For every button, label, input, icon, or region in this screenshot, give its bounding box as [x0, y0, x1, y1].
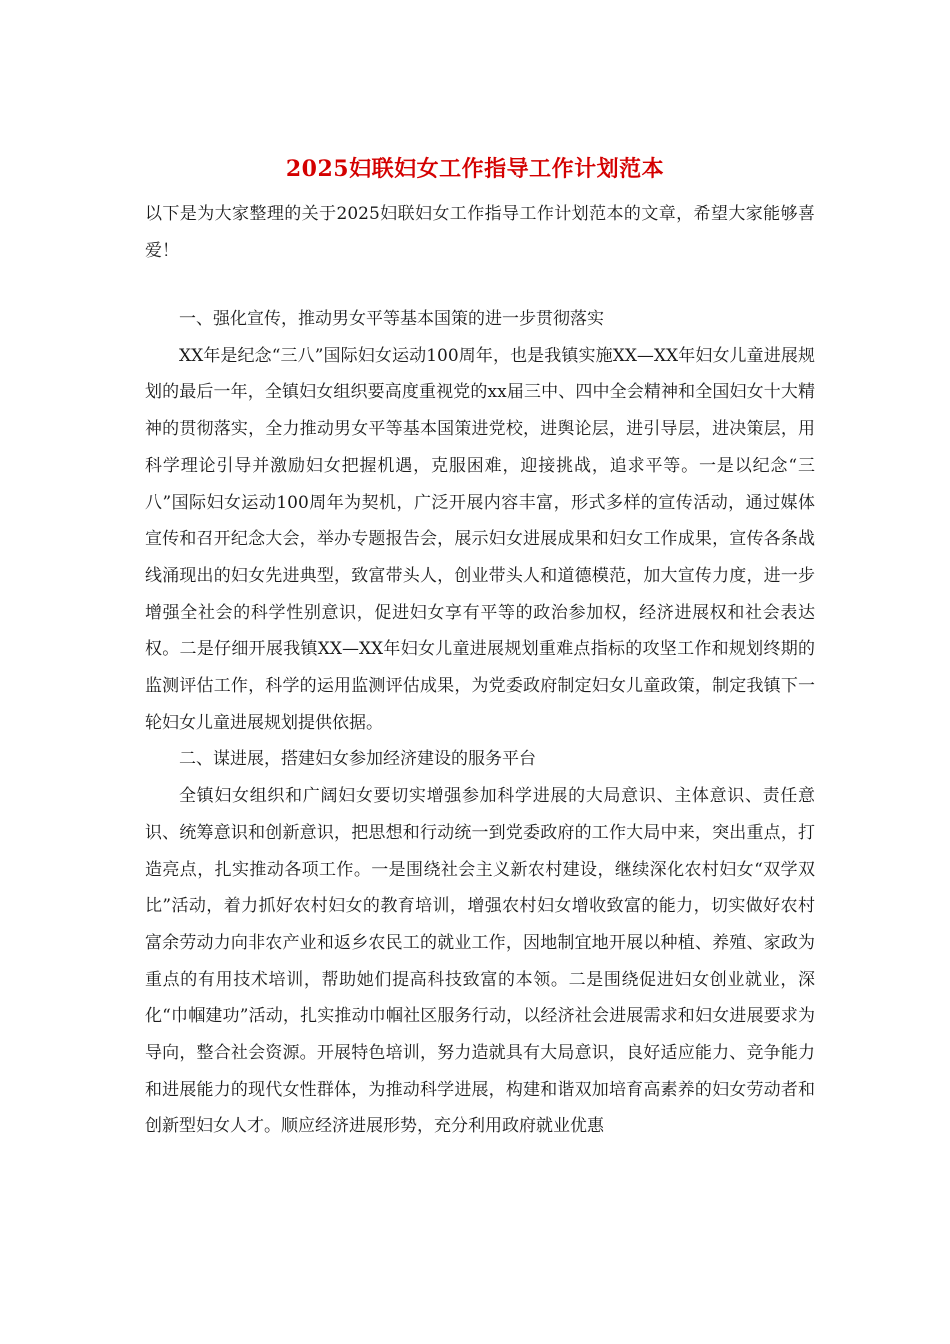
section-heading-1: 一、强化宣传，推动男女平等基本国策的进一步贯彻落实	[179, 309, 604, 329]
section-heading-2: 二、谋进展，搭建妇女参加经济建设的服务平台	[179, 749, 536, 770]
document-title: 2025妇联妇女工作指导工作计划范本	[285, 156, 665, 182]
body-paragraph-2: 全镇妇女组织和广阔妇女要切实增强参加科学进展的大局意识、主体意识、责任意识、统筹意识和创新意识，把思想和行动统一到党委政府的工作大局中来，突出重点，打造亮点，扎实推动各项工作。一是围绕社会主义新农村建设，继续深化农村妇女“双学双比”活动，着力抓好农村妇女的教育培训，增强农村妇女增收致富的能力，切实做好农村富余劳动力向非农产业和返乡农民工的就业工作，因地制宜地开展以种植、养殖、家政为重点的有用技术培训，帮助她们提高科技致富的本领。二是围绕促进妇女创业就业，深化“巾帼建功”活动，扎实推动巾帼社区服务行动，以经济社会进展需求和妇女进展要求为导向，整合社会资源。开展特色培训，努力造就具有大局意识，良好适应能力、竞争能力和进展能力的现代女性群体，为推动科学进展，构建和谐双加培育高素养的妇女劳动者和创新型妇女人才。顺应经济进展形势，充分利用政府就业优惠	[145, 786, 815, 1137]
intro-paragraph: 以下是为大家整理的关于2025妇联妇女工作指导工作计划范本的文章，希望大家能够喜爱！	[145, 204, 815, 261]
document-body	[145, 301, 815, 1145]
body-paragraph-1: XX年是纪念“三八”国际妇女运动100周年，也是我镇实施XX—XX年妇女儿童进展规划的最后一年，全镇妇女组织要高度重视党的xx届三中、四中全会精神和全国妇女十大精神的贯彻落实，全力推动男女平等基本国策进党校，进舆论层，进引导层，进决策层，用科学理论引导并激励妇女把握机遇，克服困难，迎接挑战，追求平等。一是以纪念“三八”国际妇女运动100周年为契机，广泛开展内容丰富，形式多样的宣传活动，通过媒体宣传和召开纪念大会，举办专题报告会，展示妇女进展成果和妇女工作成果，宣传各条战线涌现出的妇女先进典型，致富带头人，创业带头人和道德模范，加大宣传力度，进一步增强全社会的科学性别意识，促进妇女享有平等的政治参加权，经济进展权和社会表达权。二是仔细开展我镇XX—XX年妇女儿童进展规划重难点指标的攻坚工作和规划终期的监测评估工作，科学的运用监测评估成果，为党委政府制定妇女儿童政策，制定我镇下一轮妇女儿童进展规划提供依据。	[145, 345, 815, 733]
